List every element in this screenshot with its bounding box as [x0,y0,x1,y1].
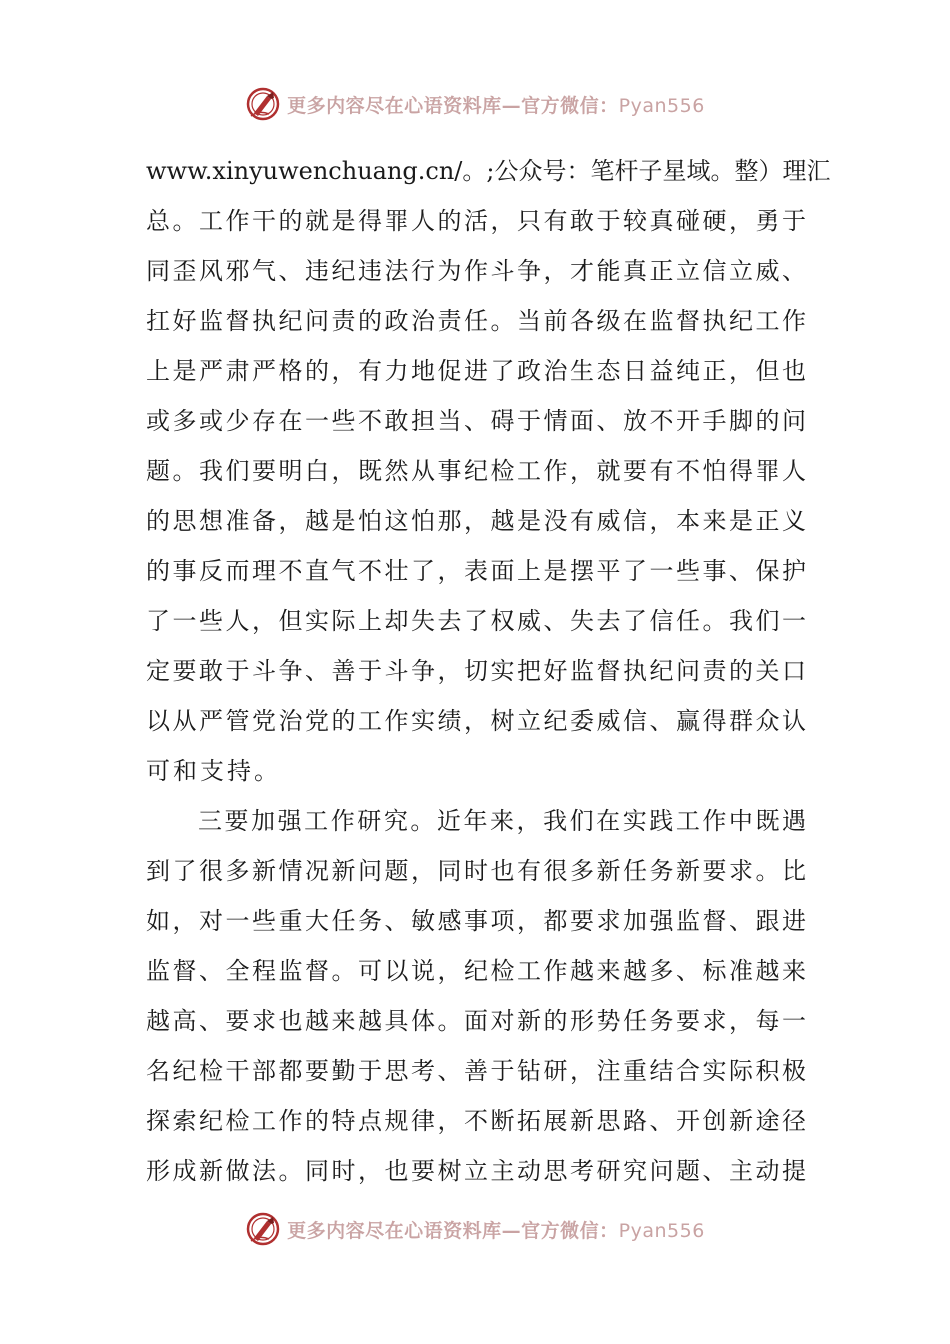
text-line: 的事反而理不直气不壮了，表面上是摆平了一些事、保护 [146,557,806,585]
text-line: 定要敢于斗争、善于斗争，切实把好监督执纪问责的关口 [146,657,806,685]
text-line: 三要加强工作研究。近年来，我们在实践工作中既遇 [198,807,806,835]
paragraph-2 [146,796,806,1196]
text-line: 总。工作干的就是得罪人的活，只有敢于较真碰硬，勇于 [146,207,806,235]
text-line: 题。我们要明白，既然从事纪检工作，就要有不怕得罪人 [146,457,806,485]
text-line: 监督、全程监督。可以说，纪检工作越来越多、标准越来 [146,957,806,985]
footer-banner-label: 更多内容尽在心语资料库—官方微信： [287,1219,619,1242]
text-line: 越高、要求也越来越具体。面对新的形势任务要求，每一 [146,1007,806,1035]
text-line: 到了很多新情况新问题，同时也有很多新任务新要求。比 [146,857,806,885]
text-line: 形成新做法。同时，也要树立主动思考研究问题、主动提 [146,1157,806,1185]
footer-banner [0,1207,950,1251]
text-line: 同歪风邪气、违纪违法行为作斗争，才能真正立信立威、 [146,257,806,285]
text-line: 名纪检干部都要勤于思考、善于钻研，注重结合实际积极 [146,1057,806,1085]
header-banner [0,82,950,126]
header-banner-label: 更多内容尽在心语资料库—官方微信： [287,94,619,117]
text-line: 如，对一些重大任务、敏感事项，都要求加强监督、跟进 [146,907,806,935]
footer-banner-text [287,1216,705,1243]
footer-wechat-handle: Pyan556 [618,1219,705,1242]
text-line: www.xinyuwenchuang.cn/。;公众号：笔杆子星域。整）理汇 [146,157,831,185]
header-wechat-handle: Pyan556 [618,94,705,117]
pen-logo-icon [245,86,281,122]
text-line: 探索纪检工作的特点规律，不断拓展新思路、开创新途径 [146,1107,806,1135]
text-line: 以从严管党治党的工作实绩，树立纪委威信、赢得群众认 [146,707,806,735]
text-line: 了一些人，但实际上却失去了权威、失去了信任。我们一 [146,607,806,635]
text-line: 可和支持。 [146,757,281,785]
text-line: 上是严肃严格的，有力地促进了政治生态日益纯正，但也 [146,357,806,385]
pen-logo-icon [245,1211,281,1247]
paragraph-1 [146,146,831,796]
text-line: 或多或少存在一些不敢担当、碍于情面、放不开手脚的问 [146,407,806,435]
text-line: 扛好监督执纪问责的政治责任。当前各级在监督执纪工作 [146,307,806,335]
header-banner-text [287,91,705,118]
document-body [146,146,831,1196]
text-line: 的思想准备，越是怕这怕那，越是没有威信，本来是正义 [146,507,806,535]
